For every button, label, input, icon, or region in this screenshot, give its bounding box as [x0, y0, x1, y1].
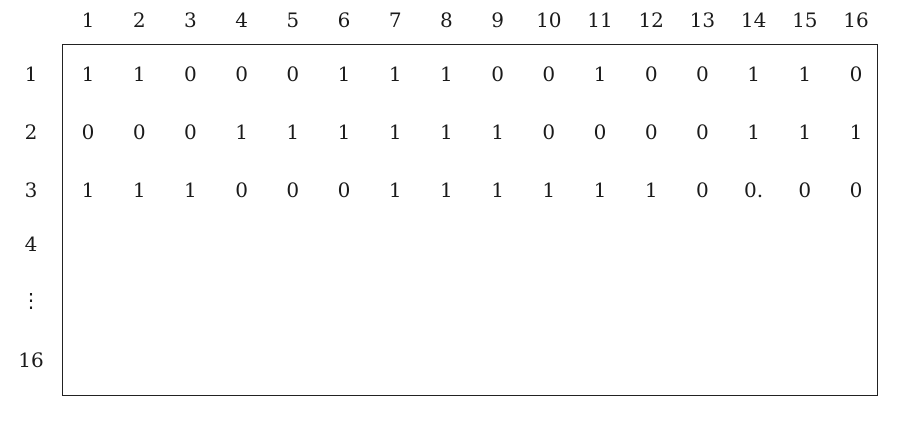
matrix-cell: 1	[235, 120, 248, 144]
matrix-cell: 1	[491, 120, 504, 144]
column-header: 6	[337, 8, 351, 32]
matrix-cell: 1	[542, 178, 556, 202]
column-header: 16	[843, 8, 869, 32]
matrix-cell: 0	[696, 120, 709, 144]
column-header: 4	[235, 8, 248, 32]
matrix-cell: 1	[440, 120, 453, 144]
column-header: 15	[792, 8, 818, 32]
matrix-cell: 1	[440, 62, 453, 86]
column-header: 3	[184, 8, 197, 32]
column-header: 2	[132, 8, 146, 32]
column-header: 12	[638, 8, 664, 32]
matrix-cell: 1	[593, 62, 607, 86]
row-header: ⋮	[21, 288, 41, 312]
matrix-cell: 1	[337, 62, 351, 86]
matrix-cell: 0	[286, 62, 300, 86]
matrix-cell: 1	[132, 62, 146, 86]
column-header: 13	[689, 8, 716, 32]
matrix-cell: 1	[132, 178, 146, 202]
matrix-cell: 1	[798, 120, 812, 144]
row-header: 16	[18, 348, 44, 372]
matrix-cell: 0	[798, 178, 812, 202]
matrix-cell: 1	[81, 178, 95, 202]
matrix-cell: 1	[798, 62, 812, 86]
matrix-cell: 0.	[744, 178, 764, 202]
row-header: 1	[24, 62, 38, 86]
matrix-cell: 0	[491, 62, 504, 86]
matrix-cell: 0	[184, 120, 197, 144]
matrix-cell: 0	[184, 62, 197, 86]
matrix-cell: 0	[696, 178, 709, 202]
row-header: 2	[24, 120, 38, 144]
matrix-cell: 1	[81, 62, 95, 86]
matrix-cell: 1	[388, 120, 402, 144]
matrix-cell: 0	[593, 120, 607, 144]
row-header: 4	[24, 232, 38, 256]
matrix-cell: 0	[235, 62, 248, 86]
column-header: 9	[491, 8, 504, 32]
matrix-cell: 1	[440, 178, 453, 202]
matrix-cell: 0	[644, 120, 658, 144]
matrix-cell: 1	[388, 178, 402, 202]
matrix-cell: 0	[644, 62, 658, 86]
column-header: 11	[587, 8, 613, 32]
matrix-cell: 1	[747, 62, 760, 86]
column-header: 8	[440, 8, 453, 32]
matrix-cell: 1	[849, 120, 863, 144]
matrix-cell: 1	[593, 178, 607, 202]
column-header: 7	[388, 8, 402, 32]
matrix-cell: 0	[81, 120, 95, 144]
matrix-cell: 0	[132, 120, 146, 144]
matrix-cell: 0	[542, 62, 556, 86]
column-header: 5	[286, 8, 300, 32]
matrix-cell: 1	[644, 178, 658, 202]
row-header: 3	[24, 178, 38, 202]
matrix-cell: 0	[849, 62, 863, 86]
matrix-cell: 1	[388, 62, 402, 86]
matrix-cell: 0	[337, 178, 351, 202]
matrix-cell: 1	[184, 178, 197, 202]
matrix-cell: 1	[286, 120, 300, 144]
matrix-cell: 0	[542, 120, 556, 144]
column-header: 1	[81, 8, 95, 32]
matrix-cell: 0	[286, 178, 300, 202]
matrix-cell: 0	[696, 62, 709, 86]
column-header: 10	[536, 8, 562, 32]
matrix-cell: 0	[235, 178, 248, 202]
matrix-cell: 1	[337, 120, 351, 144]
matrix-frame	[62, 44, 878, 396]
matrix-cell: 0	[849, 178, 863, 202]
matrix-cell: 1	[747, 120, 760, 144]
column-header: 14	[740, 8, 767, 32]
matrix-cell: 1	[491, 178, 504, 202]
